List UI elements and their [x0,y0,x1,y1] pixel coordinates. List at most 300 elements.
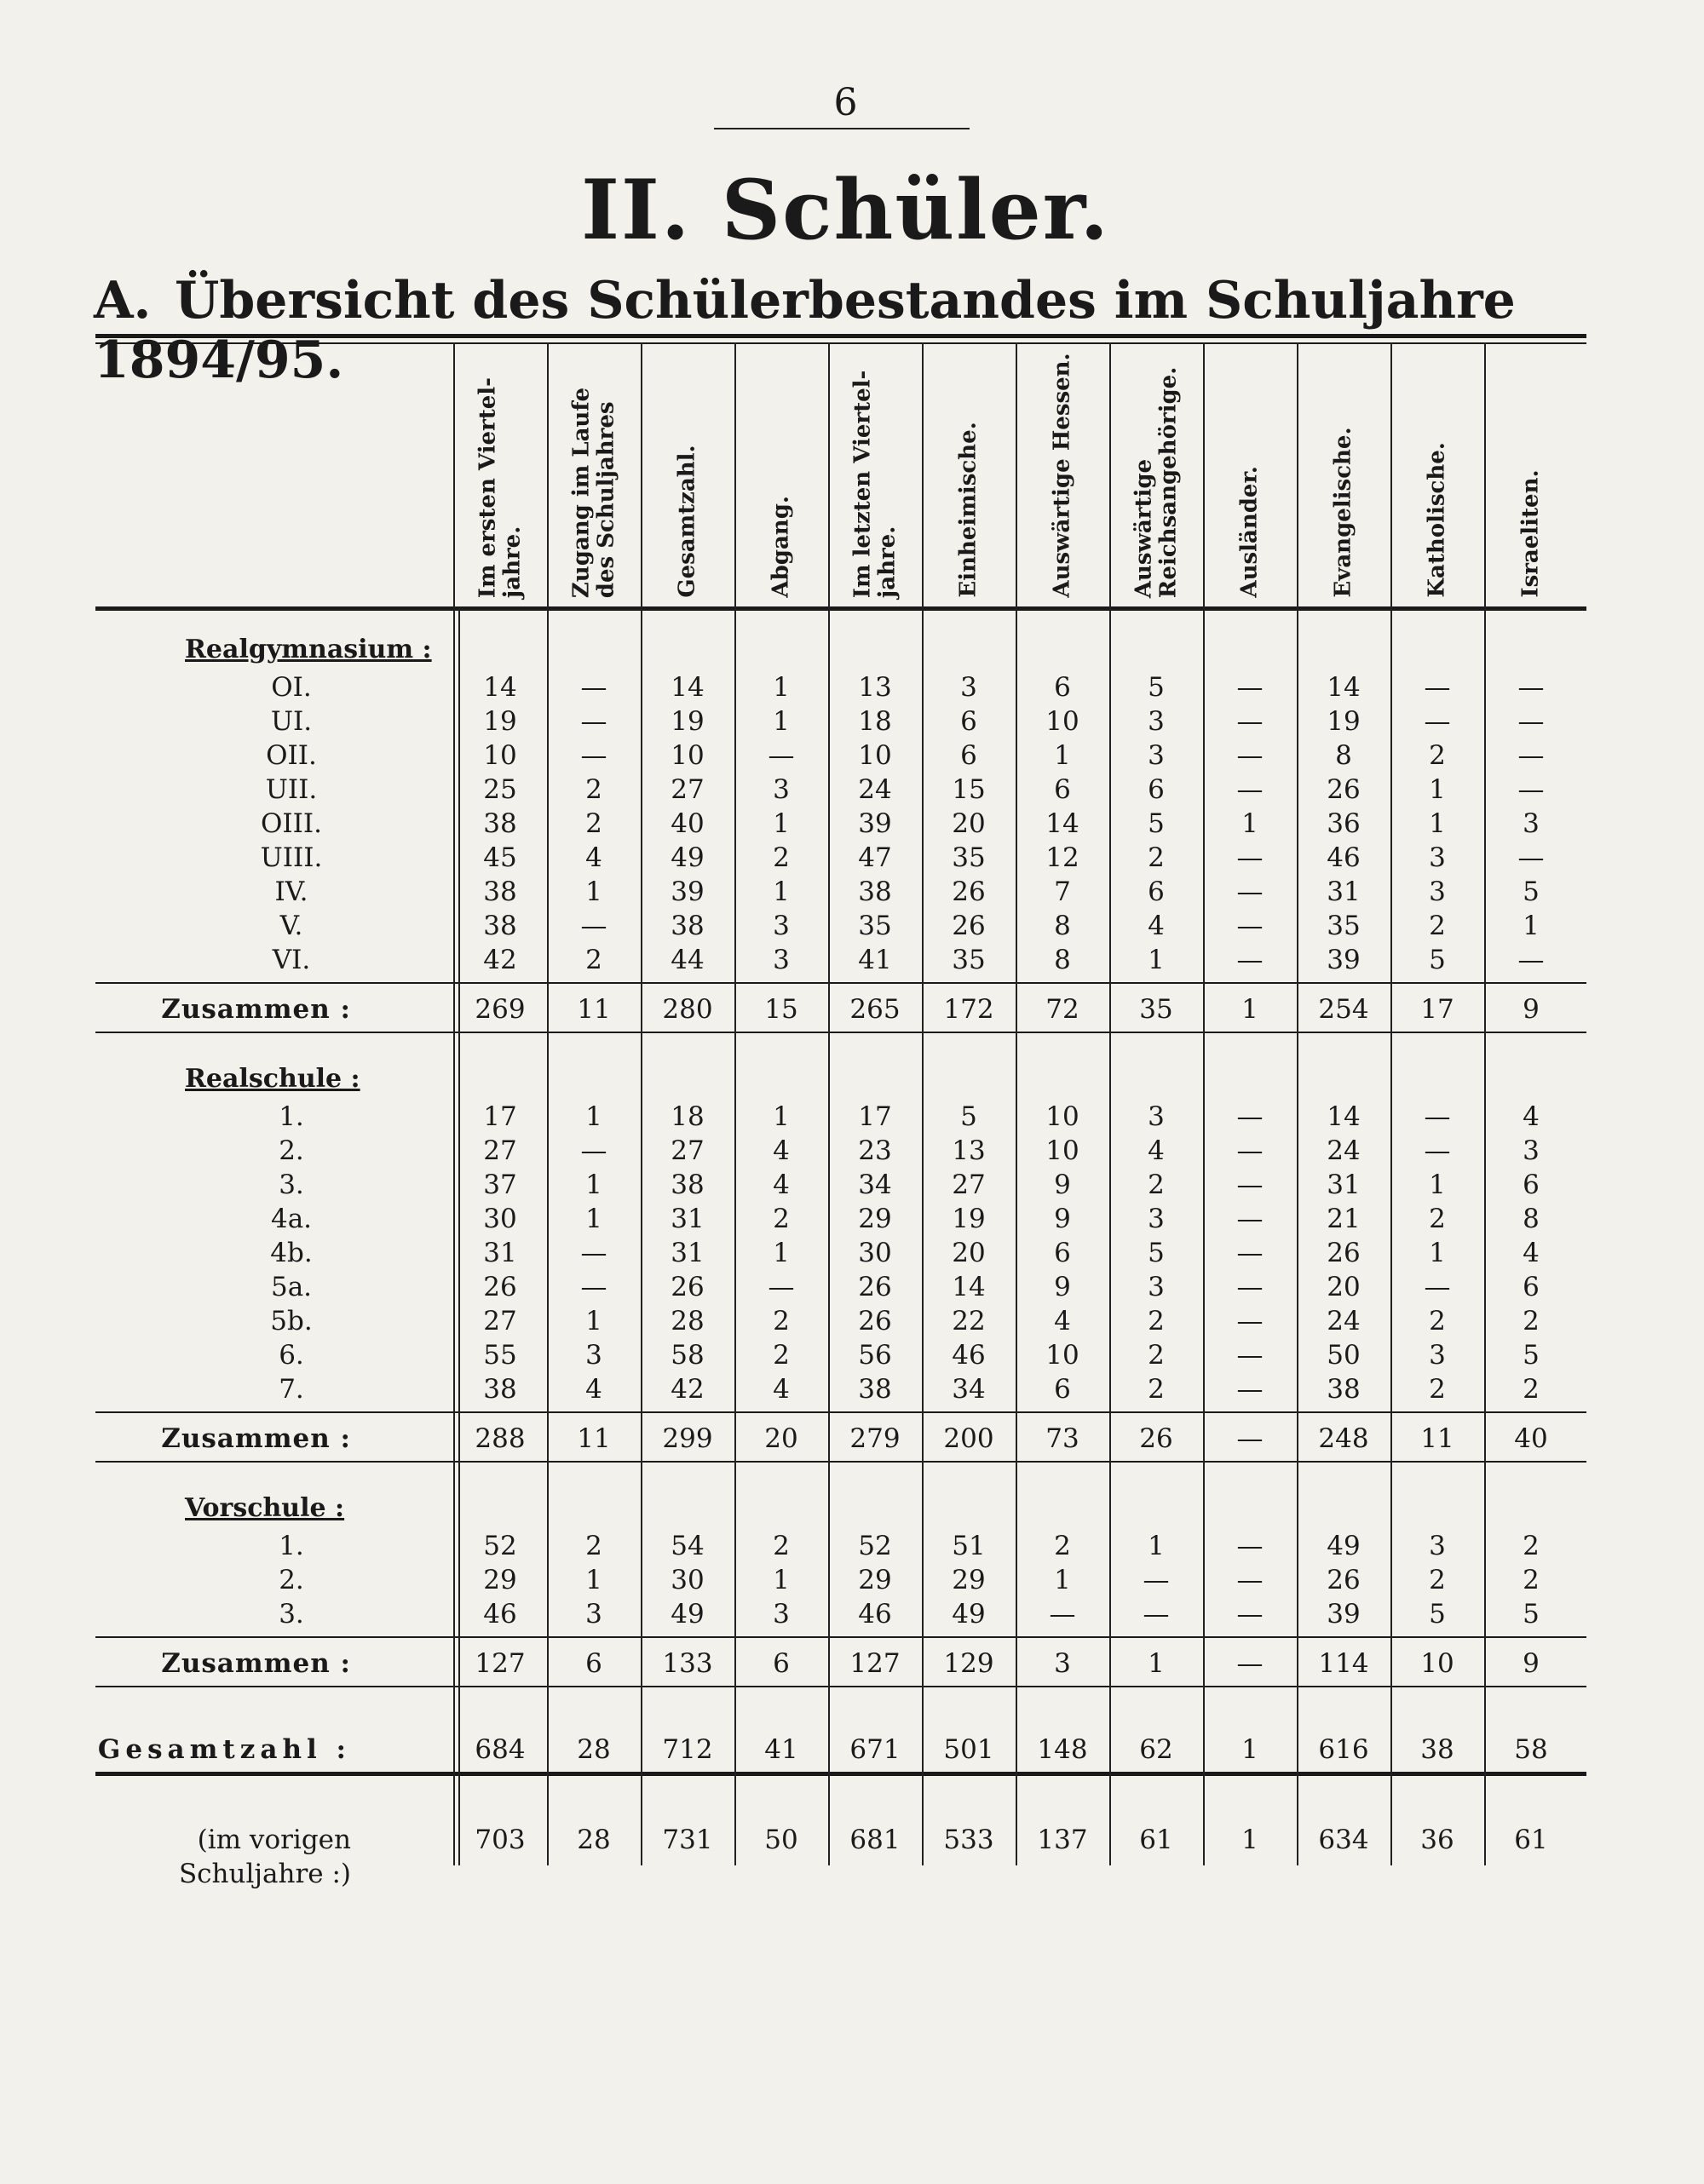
row-label: VI. [272,945,311,975]
table-cell: 29 [858,1565,892,1595]
table-cell: 29 [858,1204,892,1234]
table-cell: 1 [1241,994,1258,1025]
table-cell: 684 [475,1734,526,1765]
table-cell: — [580,1135,607,1166]
table-cell: — [1236,774,1264,805]
table-cell: 8 [1335,740,1352,771]
table-cell: 62 [1139,1734,1173,1765]
table-cell: — [1236,1374,1264,1405]
row-label: OIII. [260,808,322,839]
table-cell: 4 [585,842,602,873]
table-row [95,1236,1586,1270]
table-cell: 14 [1327,1101,1361,1132]
table-cell: 27 [671,774,705,805]
table-cell: 27 [483,1135,517,1166]
table-cell: 10 [1045,706,1079,737]
table-cell: 41 [764,1734,798,1765]
table-cell: 2 [1429,1204,1446,1234]
table-cell: 35 [952,842,986,873]
page-number: 6 [833,81,858,124]
table-cell: 2 [1148,1340,1165,1371]
table-cell: 5 [1148,672,1165,703]
table-cell: 3 [773,1599,790,1629]
column-header-line: Abgang. [768,496,794,598]
table-cell: 3 [1148,706,1165,737]
table-cell: 9 [1523,994,1540,1025]
table-cell: 38 [671,911,705,941]
table-cell: 3 [773,945,790,975]
column-header-line: Zugang im Laufe [568,387,595,598]
table-row [95,739,1586,773]
table-cell: — [1424,672,1451,703]
table-cell: 1 [1241,808,1258,839]
table-row [95,670,1586,704]
table-cell: 27 [952,1170,986,1200]
table-cell: 1 [1148,1531,1165,1561]
table-cell: 279 [849,1423,901,1454]
table-cell: 52 [858,1531,892,1561]
table-cell: 2 [1054,1531,1071,1561]
table-cell: — [768,1272,795,1302]
table-cell: 148 [1037,1734,1088,1765]
table-cell: 29 [952,1565,986,1595]
column-separator [453,342,455,1865]
page-number-rule [714,128,970,129]
column-separator [1203,342,1205,1865]
table-cell: 38 [483,876,517,907]
table-cell: 39 [1327,945,1361,975]
table-cell: 61 [1139,1825,1173,1855]
table-row [95,943,1586,977]
table-cell: 20 [764,1423,798,1454]
table-cell: 14 [1327,672,1361,703]
column-header-text [1238,467,1263,598]
table-cell: — [1236,740,1264,771]
table-cell: 1 [1429,808,1446,839]
row-label: 3. [279,1170,304,1200]
row-label: Zusammen : [161,1423,351,1454]
table-cell: 5 [1429,945,1446,975]
table-cell: 1 [1148,1648,1165,1679]
table-cell: 1 [585,876,602,907]
table-cell: 26 [952,876,986,907]
column-header-line: Im letzten Viertel- [849,370,876,598]
table-cell: 127 [475,1648,526,1679]
table-cell: 11 [1420,1423,1454,1454]
table-cell: 28 [577,1734,611,1765]
table-cell: — [580,672,607,703]
row-label: OI. [271,672,312,703]
table-cell: 3 [960,672,977,703]
table-cell: 2 [585,808,602,839]
table-cell: 1 [585,1170,602,1200]
column-header-line: Einheimische. [955,422,982,598]
grand-total-row [95,1733,1586,1767]
table-cell: 2 [1148,1374,1165,1405]
table-row [95,909,1586,943]
table-cell: 1 [773,876,790,907]
table-cell: 1 [773,1238,790,1268]
column-separator [922,342,924,1865]
table-cell: 50 [1327,1340,1361,1371]
table-cell: 4 [585,1374,602,1405]
table-cell: 21 [1327,1204,1361,1234]
column-separator [547,342,549,1865]
table-cell: 248 [1318,1423,1369,1454]
table-title-letter: A. [94,271,152,330]
table-cell: 280 [662,994,713,1025]
table-row [95,1270,1586,1304]
table-cell: 26 [671,1272,705,1302]
table-cell: 51 [952,1531,986,1561]
table-cell: — [1236,1306,1264,1336]
table-cell: 3 [1054,1648,1071,1679]
column-header [1203,342,1297,598]
row-label: Zusammen : [161,994,351,1025]
table-cell: 24 [858,774,892,805]
table-cell: 38 [858,876,892,907]
table-row [95,1134,1586,1168]
table-cell: 19 [671,706,705,737]
row-label: UII. [265,774,318,805]
column-separator [734,342,736,1865]
table-cell: 1 [1241,1734,1258,1765]
table-cell: 1 [773,1565,790,1595]
table-cell: 2 [1523,1565,1540,1595]
table-cell: 2 [1429,1374,1446,1405]
column-header [453,342,547,598]
table-cell: 1 [1241,1825,1258,1855]
row-label: 3. [279,1599,304,1629]
row-label: IV. [274,876,308,907]
table-cell: 1 [1429,1238,1446,1268]
row-label: 1. [279,1101,304,1132]
table-cell: 6 [1054,1238,1071,1268]
table-cell: 26 [1327,774,1361,805]
column-header-line: Evangelische. [1330,427,1356,598]
table-cell: 73 [1045,1423,1079,1454]
table-cell: 30 [671,1565,705,1595]
column-header [1390,342,1484,598]
table-cell: 137 [1037,1825,1088,1855]
table-cell: 4 [1148,1135,1165,1166]
table-title-text: Übersicht des Schülerbestandes im Schuljahre 1894/95. [94,271,1516,390]
table-cell: 14 [1045,808,1079,839]
table-cell: 10 [858,740,892,771]
table-cell: 30 [858,1238,892,1268]
row-label: 6. [279,1340,304,1371]
table-cell: 1 [1429,774,1446,805]
table-cell: 19 [1327,706,1361,737]
column-separator [1484,342,1486,1865]
table-cell: 10 [1045,1101,1079,1132]
table-row [95,704,1586,739]
table-cell: 2 [1429,1306,1446,1336]
table-row [95,1563,1586,1597]
column-header-text [1332,428,1356,598]
table-cell: 15 [764,994,798,1025]
table-cell: — [1236,1170,1264,1200]
student-table [95,334,1586,2104]
table-cell: 172 [943,994,994,1025]
table-cell: 2 [773,1340,790,1371]
table-row [95,807,1586,841]
table-cell: 5 [1148,1238,1165,1268]
table-cell: 26 [1327,1238,1361,1268]
table-cell: 9 [1523,1648,1540,1679]
table-cell: 3 [1148,1272,1165,1302]
table-cell: 288 [475,1423,526,1454]
table-cell: 1 [1429,1170,1446,1200]
column-header-line: Gesamtzahl. [674,445,700,598]
table-cell: 3 [1429,876,1446,907]
table-cell: 37 [483,1170,517,1200]
table-cell: 1 [1523,911,1540,941]
column-header-line: jahre. [874,526,900,598]
row-label: UI. [270,706,313,737]
table-cell: 26 [483,1272,517,1302]
table-cell: 14 [483,672,517,703]
table-cell: 34 [858,1170,892,1200]
table-cell: 129 [943,1648,994,1679]
table-cell: 36 [1327,808,1361,839]
table-row [95,1597,1586,1631]
table-cell: 23 [858,1135,892,1166]
table-cell: — [1236,706,1264,737]
table-cell: 19 [952,1204,986,1234]
table-cell: 27 [483,1306,517,1336]
table-cell: 3 [773,774,790,805]
table-cell: 501 [943,1734,994,1765]
table-cell: — [1236,1135,1264,1166]
page-heading: II. Schüler. [581,162,1110,258]
table-cell: 2 [1148,842,1165,873]
table-cell: — [1517,774,1545,805]
table-cell: 41 [858,945,892,975]
table-cell: 26 [1139,1423,1173,1454]
table-cell: 26 [858,1306,892,1336]
subtotal-bottom-rule [95,1686,1586,1687]
row-label: 4b. [270,1238,313,1268]
table-cell: 39 [858,808,892,839]
column-separator [1297,342,1298,1865]
row-label: Zusammen : [161,1648,351,1679]
table-cell: 2 [1523,1374,1540,1405]
table-cell: 1 [585,1204,602,1234]
table-cell: 54 [671,1531,705,1561]
column-separator [641,342,642,1865]
column-header-line: Im ersten Viertel- [475,376,501,598]
table-cell: 1 [1054,1565,1071,1595]
table-cell: 4 [1148,911,1165,941]
table-cell: 46 [1327,842,1361,873]
row-label: 1. [279,1531,304,1561]
table-cell: 4 [1523,1101,1540,1132]
table-cell: 3 [1523,808,1540,839]
table-cell: 29 [483,1565,517,1595]
table-cell: 7 [1054,876,1071,907]
table-cell: 35 [1139,994,1173,1025]
table-row [95,841,1586,875]
table-cell: 56 [858,1340,892,1371]
table-cell: — [1236,1648,1264,1679]
table-cell: 55 [483,1340,517,1371]
table-cell: 31 [1327,876,1361,907]
table-cell: — [1236,842,1264,873]
subtotal-rule [95,1636,1586,1638]
table-cell: 1 [585,1565,602,1595]
table-cell: — [1517,842,1545,873]
table-cell: 1 [773,706,790,737]
table-cell: 26 [1327,1565,1361,1595]
table-cell: 58 [671,1340,705,1371]
table-cell: 39 [671,876,705,907]
column-header [828,342,922,598]
table-cell: 4 [773,1135,790,1166]
table-row [95,773,1586,807]
column-header-text [1425,443,1450,598]
table-cell: 200 [943,1423,994,1454]
table-cell: — [1049,1599,1076,1629]
table-cell: — [1236,1101,1264,1132]
table-cell: 3 [773,911,790,941]
table-cell: 49 [671,1599,705,1629]
table-cell: — [768,740,795,771]
table-cell: 20 [952,808,986,839]
table-cell: 42 [671,1374,705,1405]
table-cell: — [580,706,607,737]
column-header [922,342,1016,598]
table-cell: 2 [1523,1531,1540,1561]
column-header [1484,342,1578,598]
table-cell: 5 [960,1101,977,1132]
table-cell: 4 [773,1374,790,1405]
table-cell: 2 [773,842,790,873]
table-cell: 10 [1045,1340,1079,1371]
table-cell: — [1236,911,1264,941]
table-cell: 6 [1523,1170,1540,1200]
table-cell: 6 [1054,774,1071,805]
table-cell: 265 [849,994,901,1025]
table-cell: 2 [585,945,602,975]
table-cell: — [1236,1272,1264,1302]
row-label: UIII. [260,842,323,873]
table-cell: 44 [671,945,705,975]
previous-year-row [95,1823,1586,1889]
column-separator [1390,342,1392,1865]
header-top-rule [95,334,1586,338]
subtotal-row [95,1422,1586,1456]
column-header-line: Reichsangehörige. [1155,366,1181,598]
table-cell: 61 [1514,1825,1548,1855]
table-cell: 17 [483,1101,517,1132]
table-cell: 14 [952,1272,986,1302]
table-cell: 49 [671,842,705,873]
row-label: 4a. [270,1204,313,1234]
table-cell: 6 [1054,672,1071,703]
table-cell: — [580,1272,607,1302]
table-cell: 1 [585,1101,602,1132]
column-header-text [957,422,982,598]
table-cell: 1 [1054,740,1071,771]
table-cell: 2 [585,774,602,805]
row-label: 2. [279,1135,304,1166]
table-cell: 24 [1327,1135,1361,1166]
table-cell: — [1143,1599,1170,1629]
table-cell: 10 [671,740,705,771]
table-cell: 2 [1429,1565,1446,1595]
table-cell: 4 [1523,1238,1540,1268]
table-cell: 38 [1327,1374,1361,1405]
column-header-line: Auswärtige [1131,458,1157,598]
table-cell: 28 [577,1825,611,1855]
column-header [734,342,828,598]
column-header [1109,342,1203,598]
table-cell: 2 [1148,1170,1165,1200]
row-label: V. [279,911,303,941]
table-cell: 36 [1420,1825,1454,1855]
table-cell: 17 [1420,994,1454,1025]
table-cell: 14 [671,672,705,703]
table-cell: — [1236,876,1264,907]
table-cell: 6 [1148,876,1165,907]
table-cell: 12 [1045,842,1079,873]
table-cell: 40 [1514,1423,1548,1454]
subtotal-row [95,992,1586,1026]
table-cell: 681 [849,1825,901,1855]
table-cell: 133 [662,1648,713,1679]
table-cell: 20 [1327,1272,1361,1302]
table-cell: 5 [1523,876,1540,907]
column-header-line: des Schuljahres [593,401,619,598]
column-header-text [676,445,700,598]
table-cell: 3 [1148,1204,1165,1234]
column-header-text [1051,353,1075,598]
table-cell: 50 [764,1825,798,1855]
table-cell: 38 [858,1374,892,1405]
table-cell: 616 [1318,1734,1369,1765]
section-title: Realgymnasium : [185,635,432,664]
row-label: 5b. [270,1306,313,1336]
table-cell: 533 [943,1825,994,1855]
subtotal-rule [95,1411,1586,1413]
table-cell: 72 [1045,994,1079,1025]
table-cell: — [1424,1101,1451,1132]
table-cell: 1 [773,672,790,703]
table-cell: 26 [858,1272,892,1302]
table-row [95,875,1586,909]
table-cell: 9 [1054,1272,1071,1302]
table-cell: 19 [483,706,517,737]
table-cell: — [1517,706,1545,737]
table-cell: 2 [773,1306,790,1336]
table-cell: 3 [1148,740,1165,771]
table-cell: 2 [773,1531,790,1561]
column-header-text [475,377,524,598]
table-cell: 2 [1148,1306,1165,1336]
table-row [95,1202,1586,1236]
table-cell: 34 [952,1374,986,1405]
table-cell: 1 [773,808,790,839]
table-cell: 2 [773,1204,790,1234]
table-cell: 9 [1054,1170,1071,1200]
table-cell: 8 [1054,945,1071,975]
table-cell: — [1517,740,1545,771]
column-header-line: Israeliten. [1517,469,1544,598]
table-cell: — [1236,1204,1264,1234]
table-cell: 6 [1523,1272,1540,1302]
table-cell: 3 [1429,1531,1446,1561]
